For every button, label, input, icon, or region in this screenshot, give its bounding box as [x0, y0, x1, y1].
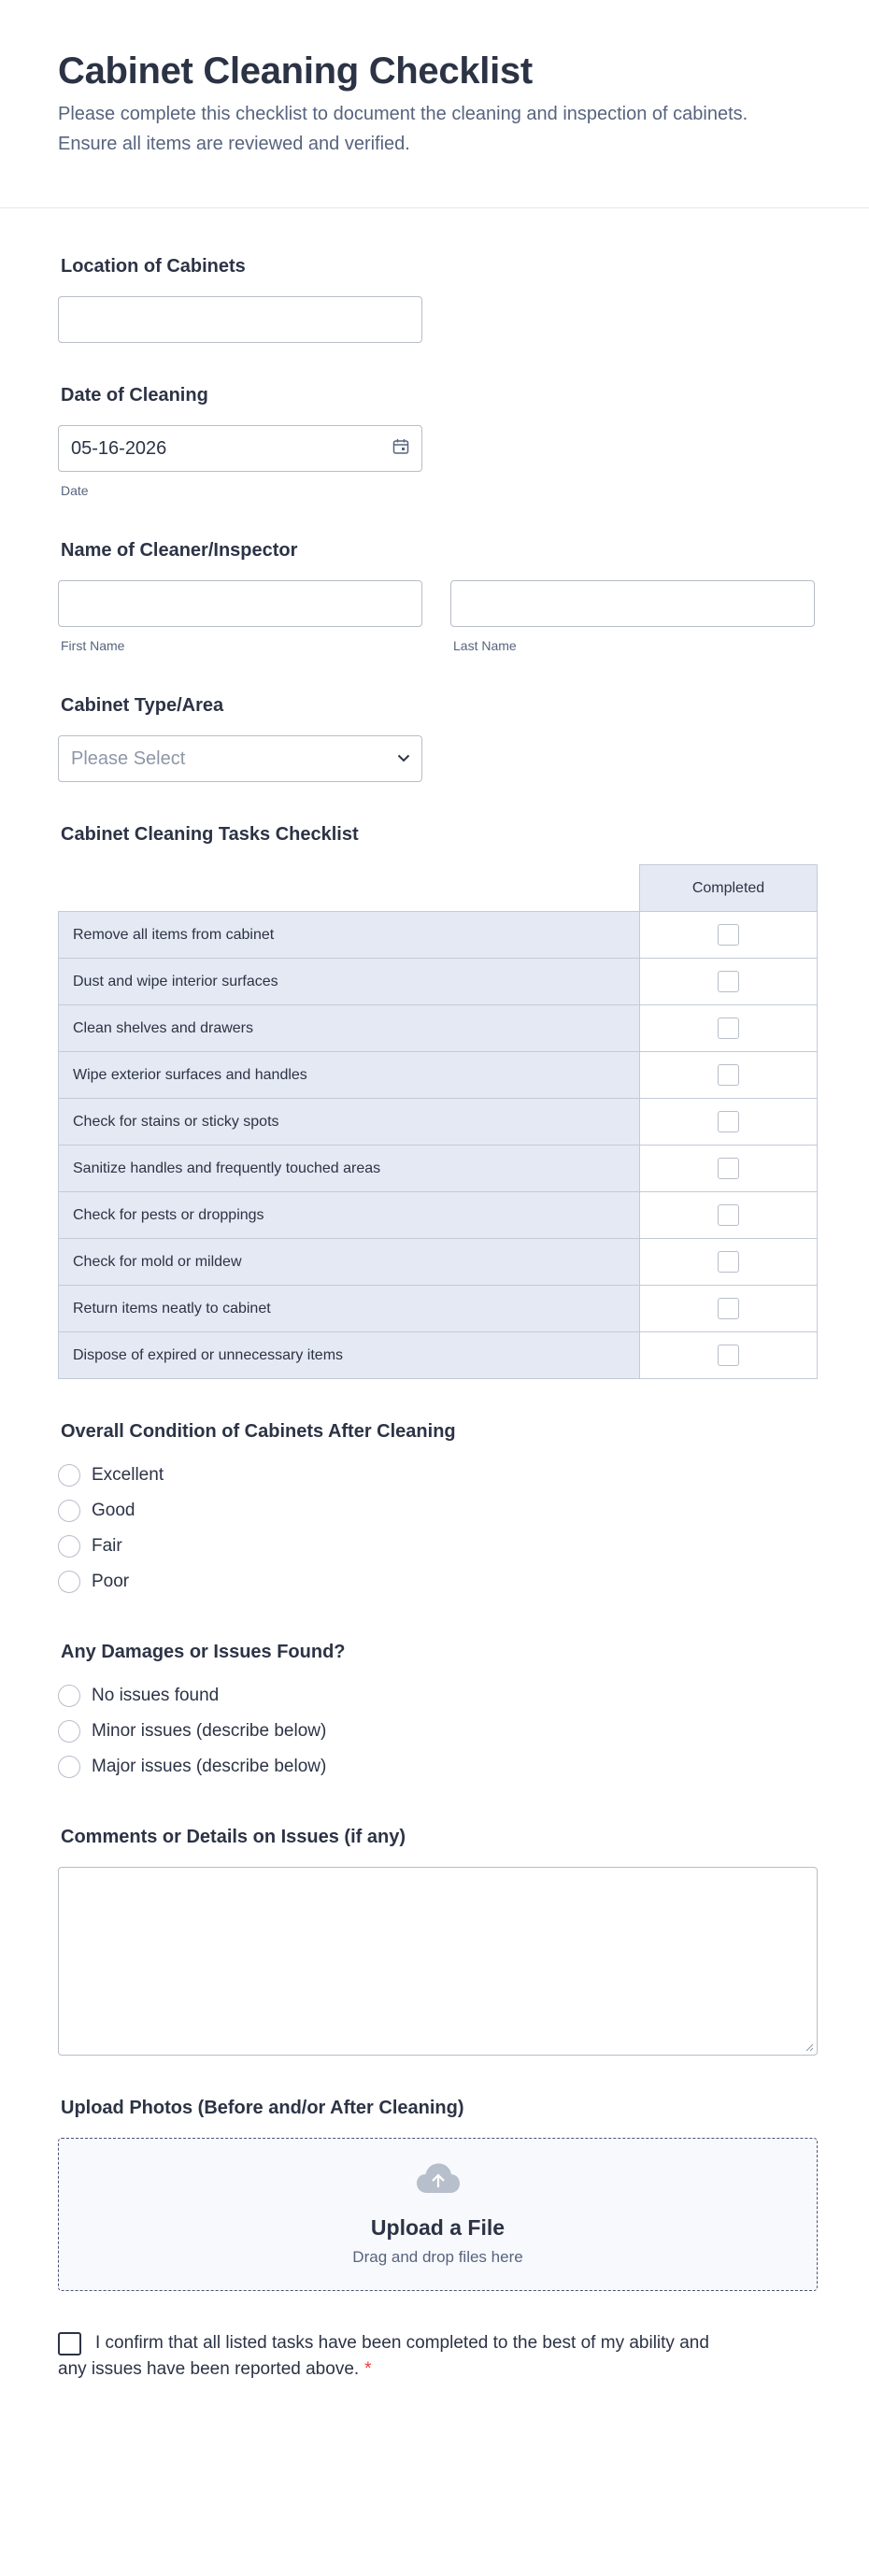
table-row	[59, 912, 818, 959]
task-label: Check for pests or droppings	[59, 1192, 640, 1239]
comments-textarea[interactable]	[58, 1867, 818, 2056]
radio-button[interactable]	[58, 1464, 80, 1487]
radio-button[interactable]	[58, 1535, 80, 1558]
upload-title: Upload a File	[370, 2215, 506, 2240]
form-body	[0, 208, 869, 2383]
task-label: Wipe exterior surfaces and handles	[59, 1052, 640, 1099]
confirm-field	[58, 2330, 712, 2383]
table-row	[59, 1239, 818, 1286]
required-mark: *	[364, 2359, 372, 2379]
radio-label: Good	[92, 1501, 135, 1520]
last-name-sublabel: Last Name	[453, 638, 517, 653]
upload-subtitle: Drag and drop files here	[352, 2248, 523, 2266]
task-checkbox[interactable]	[718, 1251, 739, 1273]
comments-field	[58, 1824, 818, 2056]
comments-label: Comments or Details on Issues (if any)	[61, 1827, 406, 1847]
task-label: Check for mold or mildew	[59, 1239, 640, 1286]
cabinet-type-field	[58, 692, 818, 782]
condition-option[interactable]	[58, 1458, 818, 1493]
upload-label: Upload Photos (Before and/or After Cleaning)	[61, 2098, 464, 2118]
radio-button[interactable]	[58, 1756, 80, 1778]
condition-option[interactable]	[58, 1529, 818, 1564]
condition-option[interactable]	[58, 1564, 818, 1600]
damages-option[interactable]	[58, 1749, 818, 1785]
date-sublabel: Date	[61, 483, 89, 498]
radio-label: Excellent	[92, 1465, 164, 1485]
task-checkbox[interactable]	[718, 1345, 739, 1366]
task-label: Remove all items from cabinet	[59, 912, 640, 959]
date-field	[58, 382, 818, 498]
condition-label: Overall Condition of Cabinets After Cleaning	[61, 1421, 456, 1442]
date-input[interactable]	[58, 425, 422, 472]
radio-label: No issues found	[92, 1686, 220, 1705]
radio-button[interactable]	[58, 1500, 80, 1522]
task-checkbox[interactable]	[718, 971, 739, 992]
location-field	[58, 253, 818, 343]
radio-button[interactable]	[58, 1720, 80, 1743]
confirm-checkbox[interactable]	[58, 2332, 81, 2355]
task-checkbox[interactable]	[718, 1064, 739, 1086]
date-label: Date of Cleaning	[61, 385, 208, 406]
task-checkbox[interactable]	[718, 924, 739, 946]
radio-button[interactable]	[58, 1571, 80, 1593]
radio-label: Fair	[92, 1536, 122, 1556]
task-checkbox[interactable]	[718, 1018, 739, 1039]
location-input[interactable]	[58, 296, 422, 343]
last-name-input[interactable]	[450, 580, 815, 627]
table-row	[59, 959, 818, 1005]
upload-field	[58, 2095, 818, 2291]
damages-option[interactable]	[58, 1714, 818, 1749]
task-label: Return items neatly to cabinet	[59, 1286, 640, 1332]
damages-label: Any Damages or Issues Found?	[61, 1642, 346, 1662]
first-name-sublabel: First Name	[61, 638, 125, 653]
damages-field	[58, 1639, 818, 1785]
condition-option[interactable]	[58, 1493, 818, 1529]
location-label: Location of Cabinets	[61, 256, 246, 277]
table-row	[59, 1146, 818, 1192]
table-row	[59, 1099, 818, 1146]
cabinet-type-placeholder: Please Select	[71, 747, 186, 769]
matrix-corner	[59, 865, 640, 912]
radio-label: Major issues (describe below)	[92, 1757, 327, 1776]
damages-option[interactable]	[58, 1678, 818, 1714]
name-field	[58, 537, 818, 653]
confirm-label: I confirm that all listed tasks have been completed to the best of my ability and any issues have been reported above.	[58, 2333, 709, 2379]
condition-field	[58, 1418, 818, 1600]
table-row	[59, 1005, 818, 1052]
form-subtitle: Please complete this checklist to document the cleaning and inspection of cabinets. Ensure all items are reviewed and verified.	[58, 104, 748, 154]
task-label: Dispose of expired or unnecessary items	[59, 1332, 640, 1379]
first-name-input[interactable]	[58, 580, 422, 627]
name-label: Name of Cleaner/Inspector	[61, 540, 298, 561]
calendar-icon[interactable]	[392, 437, 410, 461]
table-row	[59, 1286, 818, 1332]
task-checkbox[interactable]	[718, 1158, 739, 1179]
cloud-upload-icon	[416, 2162, 461, 2199]
radio-button[interactable]	[58, 1685, 80, 1707]
task-label: Sanitize handles and frequently touched areas	[59, 1146, 640, 1192]
tasks-matrix	[58, 864, 818, 1379]
task-label: Dust and wipe interior surfaces	[59, 959, 640, 1005]
task-checkbox[interactable]	[718, 1298, 739, 1319]
cabinet-type-label: Cabinet Type/Area	[61, 695, 224, 716]
chevron-down-icon	[397, 750, 410, 767]
task-label: Check for stains or sticky spots	[59, 1099, 640, 1146]
table-row	[59, 1192, 818, 1239]
date-value: 05-16-2026	[71, 437, 167, 459]
task-label: Clean shelves and drawers	[59, 1005, 640, 1052]
cabinet-type-select[interactable]	[58, 735, 422, 782]
table-row	[59, 1332, 818, 1379]
radio-label: Minor issues (describe below)	[92, 1721, 327, 1741]
form-title: Cabinet Cleaning Checklist	[58, 50, 533, 92]
radio-label: Poor	[92, 1572, 130, 1591]
form-header	[0, 0, 869, 208]
tasks-label: Cabinet Cleaning Tasks Checklist	[61, 824, 359, 845]
upload-dropzone[interactable]	[58, 2138, 818, 2291]
matrix-column-header: Completed	[640, 865, 818, 912]
tasks-field	[58, 821, 818, 1379]
task-checkbox[interactable]	[718, 1111, 739, 1132]
task-checkbox[interactable]	[718, 1204, 739, 1226]
table-row	[59, 1052, 818, 1099]
